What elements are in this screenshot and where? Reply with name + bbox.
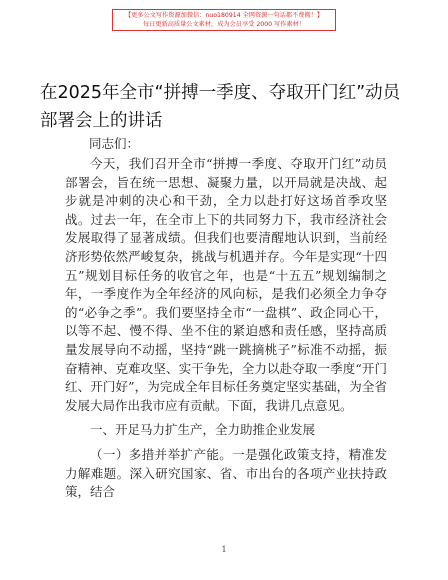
promo-banner-line-1: 【更多公文写作资源加微信：nuo180914 全网资源一句话都不费搬！】: [124, 12, 324, 19]
body-paragraph: 今天，我们召开全市“拼搏一季度、夺取开门红”动员部署会，旨在统一思想、凝聚力量，以开局就是决战、起步就是冲刺的决心和干劲，全力以赴打好这场首季攻坚战。过去一年，在全市上下的共同努力下，我市经济社会发展取得了显著成绩。但我们也要清醒地认识到，当前经济形势依然严峻复杂，挑战与机遇并存。今年是实现“十四五”规划目标任务的收官之年，也是“十五五”规划编制之年，一季度作为全年经济的风向标，是我们必须全力争夺的“必争之季”。我们要坚持全市“一盘棋”、政企同心干，以等不起、慢不得、坐不住的紧迫感和责任感，坚持高质量发展导向不动摇，坚持“跳一跳摘桃子”标准不动摇，振奋精神、克难攻坚、实干争先，全力以赴夺取一季度“开门红、开门好”，为完成全年目标任务奠定坚实基础，为全省发展大局作出我市应有贡献。下面，我讲几点意见。: [65, 156, 387, 413]
subsection-paragraph: （一）多措并举扩产能。一是强化政策支持，精准发力解难题。深入研究国家、省、市出台的各项产业扶持政策，结合: [65, 446, 387, 500]
page-number: 1: [221, 545, 227, 554]
document-body: [65, 155, 387, 502]
salutation: 同志们：: [89, 136, 140, 151]
section-heading: 一、开足马力扩生产，全力助推企业发展: [90, 422, 316, 438]
promo-banner-line-2: 每日更新高质量公文素材，成为会员享受 2000 写作素材！: [143, 21, 305, 28]
document-title: 在2025年全市“拼搏一季度、夺取开门红”动员部署会上的讲话: [40, 83, 401, 131]
promo-banner: [112, 9, 336, 31]
